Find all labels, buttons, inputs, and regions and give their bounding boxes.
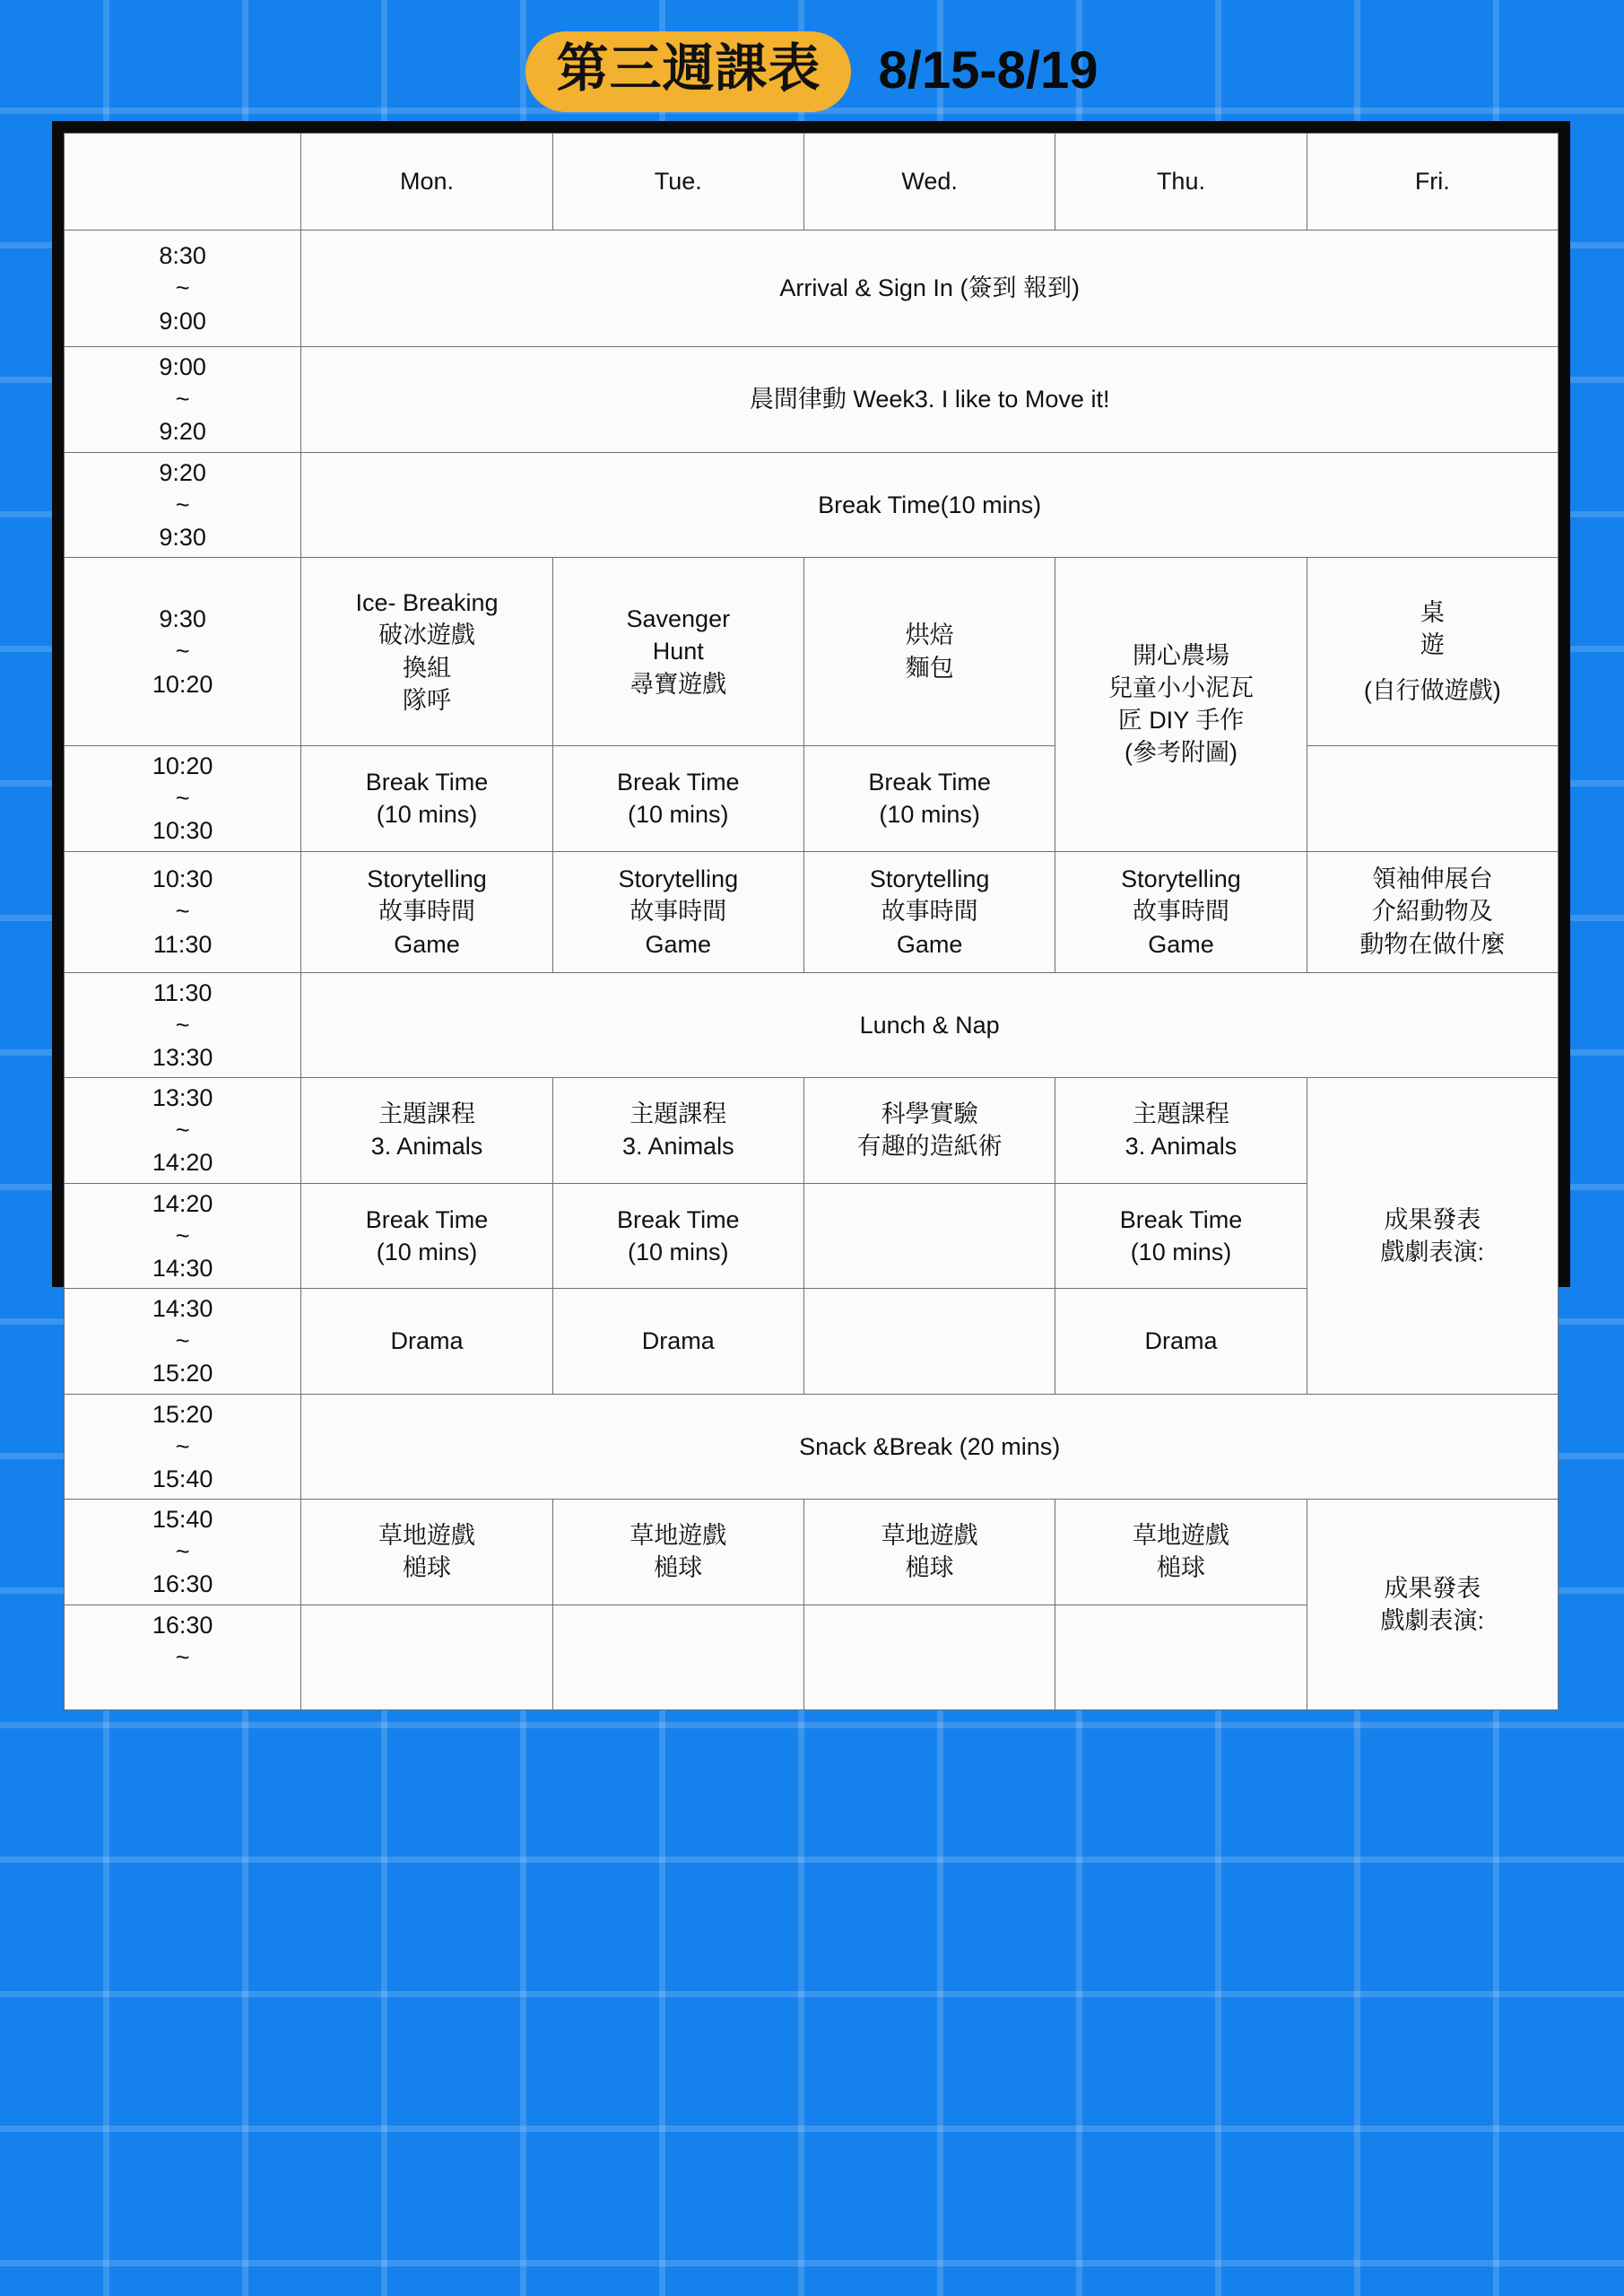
- time-separator: ~: [175, 785, 190, 813]
- activity-line: Break Time: [365, 1205, 489, 1233]
- activity-line: (參考附圖): [1124, 739, 1238, 767]
- time-end: 10:20: [152, 670, 213, 698]
- activity-line: (10 mins): [376, 1238, 478, 1265]
- activity-cell-thu: [1055, 558, 1307, 852]
- activity-line: 故事時間: [630, 898, 727, 926]
- time-separator: ~: [175, 491, 190, 518]
- day-header-thu: Thu.: [1055, 134, 1307, 230]
- activity-line: Game: [896, 930, 963, 958]
- time-start: 16:30: [152, 1611, 213, 1639]
- activity-cell-tue: [552, 1183, 803, 1289]
- time-start: 9:00: [159, 353, 206, 380]
- time-end: 13:30: [152, 1043, 213, 1071]
- activity-cell-tue: [552, 851, 803, 972]
- time-start: 9:30: [159, 605, 206, 633]
- activity-line: 換組: [402, 654, 451, 682]
- activity-cell-tue: [552, 558, 803, 746]
- activity-cell-tue: [552, 1078, 803, 1184]
- time-end: 15:40: [152, 1465, 213, 1492]
- activity-line: 匠 DIY 手作: [1117, 707, 1245, 735]
- activity-line: Storytelling: [367, 865, 487, 893]
- time-end: 9:00: [159, 307, 206, 335]
- activity-line: 介紹動物及: [1371, 898, 1493, 926]
- time-range-cell: [65, 746, 301, 852]
- activity-cell-fri: [1307, 1078, 1558, 1395]
- schedule-row: [65, 1500, 1559, 1605]
- activity-cell-thu: [1055, 1078, 1307, 1184]
- activity-line: 草地遊戲: [1132, 1522, 1229, 1550]
- time-separator: ~: [175, 1327, 190, 1355]
- activity-cell-mon: [301, 746, 552, 852]
- time-range-cell: [65, 558, 301, 746]
- schedule-row: [65, 452, 1559, 558]
- time-end: 10:30: [152, 817, 213, 845]
- activity-line: 兒童小小泥瓦: [1107, 674, 1254, 702]
- schedule-row: [65, 1078, 1559, 1184]
- activity-line: 槌球: [654, 1554, 703, 1582]
- time-range-cell: [65, 1078, 301, 1184]
- activity-line: 草地遊戲: [630, 1522, 727, 1550]
- activity-line: 主題課程: [1132, 1100, 1229, 1128]
- full-width-activity-cell: Break Time(10 mins): [301, 452, 1559, 558]
- activity-cell-fri: [1307, 851, 1558, 972]
- activity-cell-wed: [803, 1289, 1055, 1395]
- activity-line: 故事時間: [881, 898, 978, 926]
- activity-cell-fri: [1307, 558, 1558, 746]
- time-separator: ~: [175, 1222, 190, 1249]
- time-end: 14:30: [152, 1254, 213, 1282]
- activity-cell-mon: [301, 1289, 552, 1395]
- activity-line: [1313, 661, 1552, 674]
- time-separator: ~: [175, 274, 190, 302]
- schedule-row: [65, 558, 1559, 746]
- activity-line: 戲劇表演:: [1380, 1607, 1485, 1635]
- time-start: 15:40: [152, 1506, 213, 1534]
- activity-cell-mon: [301, 851, 552, 972]
- time-end: 9:30: [159, 523, 206, 551]
- activity-line: 科學實驗: [881, 1100, 978, 1128]
- activity-line: (10 mins): [879, 801, 980, 829]
- activity-cell-tue: [552, 1500, 803, 1605]
- schedule-row: [65, 347, 1559, 453]
- table-corner-cell: [65, 134, 301, 230]
- time-end: 16:30: [152, 1570, 213, 1598]
- activity-line: 故事時間: [378, 898, 475, 926]
- activity-line: 遊: [1420, 631, 1445, 659]
- activity-line: 成果發表: [1384, 1205, 1481, 1233]
- time-separator: ~: [175, 1011, 190, 1039]
- activity-line: Break Time: [617, 1205, 740, 1233]
- time-start: 14:30: [152, 1295, 213, 1323]
- time-range-cell: [65, 1394, 301, 1500]
- activity-line: 主題課程: [378, 1100, 475, 1128]
- time-range-cell: [65, 1183, 301, 1289]
- activity-line: Drama: [390, 1327, 464, 1355]
- day-header-tue: Tue.: [552, 134, 803, 230]
- activity-cell-wed: [803, 1078, 1055, 1184]
- schedule-row: [65, 746, 1559, 852]
- time-separator: ~: [175, 1538, 190, 1566]
- activity-line: 烘焙: [905, 622, 954, 649]
- activity-line: 3. Animals: [370, 1133, 483, 1161]
- activity-line: Game: [645, 930, 712, 958]
- activity-cell-mon: [301, 1500, 552, 1605]
- activity-cell-mon: [301, 558, 552, 746]
- table-header-row: [65, 134, 1559, 230]
- activity-line: 草地遊戲: [881, 1522, 978, 1550]
- activity-line: 動物在做什麼: [1359, 930, 1506, 958]
- activity-cell-thu: [1055, 1183, 1307, 1289]
- time-end: 9:20: [159, 418, 206, 446]
- time-separator: ~: [175, 898, 190, 926]
- activity-line: (10 mins): [628, 1238, 729, 1265]
- schedule-table-body: [65, 134, 1559, 1710]
- time-range-cell: [65, 452, 301, 558]
- time-start: 8:30: [159, 242, 206, 270]
- activity-cell-wed: [803, 558, 1055, 746]
- activity-line: Break Time: [868, 769, 991, 796]
- activity-cell-thu: [1055, 1500, 1307, 1605]
- time-start: 14:20: [152, 1189, 213, 1217]
- time-end: 11:30: [152, 930, 213, 958]
- activity-line: 麵包: [905, 654, 954, 682]
- activity-cell-thu: [1055, 851, 1307, 972]
- page-title-badge: 第三週課表: [525, 31, 851, 113]
- time-range-cell: [65, 851, 301, 972]
- time-end: 15:20: [152, 1360, 213, 1387]
- schedule-row: [65, 851, 1559, 972]
- activity-line: 槌球: [1156, 1554, 1205, 1582]
- day-header-mon: Mon.: [301, 134, 552, 230]
- activity-line: Drama: [1144, 1327, 1218, 1355]
- activity-cell-thu: [1055, 1289, 1307, 1395]
- activity-line: 主題課程: [630, 1100, 727, 1128]
- activity-line: 隊呼: [402, 686, 451, 714]
- activity-line: 故事時間: [1132, 898, 1229, 926]
- activity-line: 尋寶遊戲: [630, 670, 727, 698]
- activity-line: 3. Animals: [622, 1133, 734, 1161]
- schedule-table-frame: [52, 121, 1570, 1671]
- time-range-cell: [65, 230, 301, 347]
- activity-line: Ice- Breaking: [355, 589, 499, 617]
- time-separator: ~: [175, 386, 190, 413]
- full-width-activity-cell: 晨間律動 Week3. I like to Move it!: [301, 347, 1559, 453]
- day-header-wed: Wed.: [803, 134, 1055, 230]
- time-start: 11:30: [152, 978, 213, 1006]
- time-range-cell: [65, 1500, 301, 1605]
- schedule-row: [65, 1394, 1559, 1500]
- activity-line: 破冰遊戲: [378, 622, 475, 649]
- activity-cell-fri: [1307, 746, 1558, 852]
- activity-line: 槌球: [905, 1554, 954, 1582]
- activity-cell-mon: [301, 1605, 552, 1710]
- activity-line: 桌: [1420, 598, 1445, 626]
- time-separator: ~: [175, 1643, 190, 1671]
- activity-line: (10 mins): [376, 801, 478, 829]
- activity-line: 有趣的造紙術: [856, 1133, 1003, 1161]
- activity-line: Break Time: [365, 769, 489, 796]
- activity-cell-wed: [803, 1500, 1055, 1605]
- full-width-activity-cell: Arrival & Sign In (簽到 報到): [301, 230, 1559, 347]
- activity-line: 3. Animals: [1125, 1133, 1238, 1161]
- activity-line: Storytelling: [618, 865, 739, 893]
- time-range-cell: [65, 972, 301, 1078]
- activity-cell-wed: [803, 1183, 1055, 1289]
- time-start: 15:20: [152, 1400, 213, 1428]
- activity-line: Game: [1148, 930, 1214, 958]
- full-width-activity-cell: Lunch & Nap: [301, 972, 1559, 1078]
- activity-line: (10 mins): [628, 801, 729, 829]
- activity-cell-tue: [552, 1289, 803, 1395]
- activity-line: 草地遊戲: [378, 1522, 475, 1550]
- time-separator: ~: [175, 638, 190, 665]
- date-range-label: 8/15-8/19: [878, 40, 1099, 100]
- time-start: 10:20: [152, 752, 213, 780]
- activity-line: 成果發表: [1384, 1574, 1481, 1602]
- time-end: [70, 1674, 295, 1706]
- activity-cell-wed: [803, 746, 1055, 852]
- activity-line: (自行做遊戲): [1363, 677, 1501, 705]
- weekly-schedule-table: [64, 133, 1559, 1710]
- time-range-cell: [65, 1289, 301, 1395]
- schedule-row: [65, 972, 1559, 1078]
- schedule-row: [65, 230, 1559, 347]
- time-range-cell: [65, 347, 301, 453]
- activity-cell-wed: [803, 851, 1055, 972]
- activity-cell-tue: [552, 1605, 803, 1710]
- full-width-activity-cell: Snack &Break (20 mins): [301, 1394, 1559, 1500]
- activity-line: 戲劇表演:: [1380, 1238, 1485, 1265]
- activity-line: Savenger: [626, 605, 731, 633]
- activity-line: Storytelling: [1121, 865, 1241, 893]
- page-header: [0, 27, 1624, 117]
- activity-line: (10 mins): [1130, 1238, 1232, 1265]
- time-start: 9:20: [159, 458, 206, 486]
- activity-line: Drama: [641, 1327, 715, 1355]
- activity-line: Break Time: [1119, 1205, 1243, 1233]
- activity-cell-fri: [1307, 1500, 1558, 1710]
- activity-cell-mon: [301, 1183, 552, 1289]
- activity-cell-tue: [552, 746, 803, 852]
- activity-line: 領袖伸展台: [1371, 865, 1493, 893]
- time-end: 14:20: [152, 1149, 213, 1177]
- activity-line: Break Time: [617, 769, 740, 796]
- time-start: 10:30: [152, 865, 213, 893]
- day-header-fri: Fri.: [1307, 134, 1558, 230]
- time-range-cell: [65, 1605, 301, 1710]
- activity-cell-wed: [803, 1605, 1055, 1710]
- activity-line: Hunt: [652, 638, 704, 665]
- time-separator: ~: [175, 1432, 190, 1460]
- activity-line: 槌球: [402, 1554, 451, 1582]
- activity-line: Storytelling: [869, 865, 990, 893]
- activity-cell-mon: [301, 1078, 552, 1184]
- activity-line: Game: [394, 930, 460, 958]
- time-start: 13:30: [152, 1084, 213, 1112]
- activity-cell-thu: [1055, 1605, 1307, 1710]
- time-separator: ~: [175, 1117, 190, 1144]
- activity-line: 開心農場: [1132, 641, 1229, 669]
